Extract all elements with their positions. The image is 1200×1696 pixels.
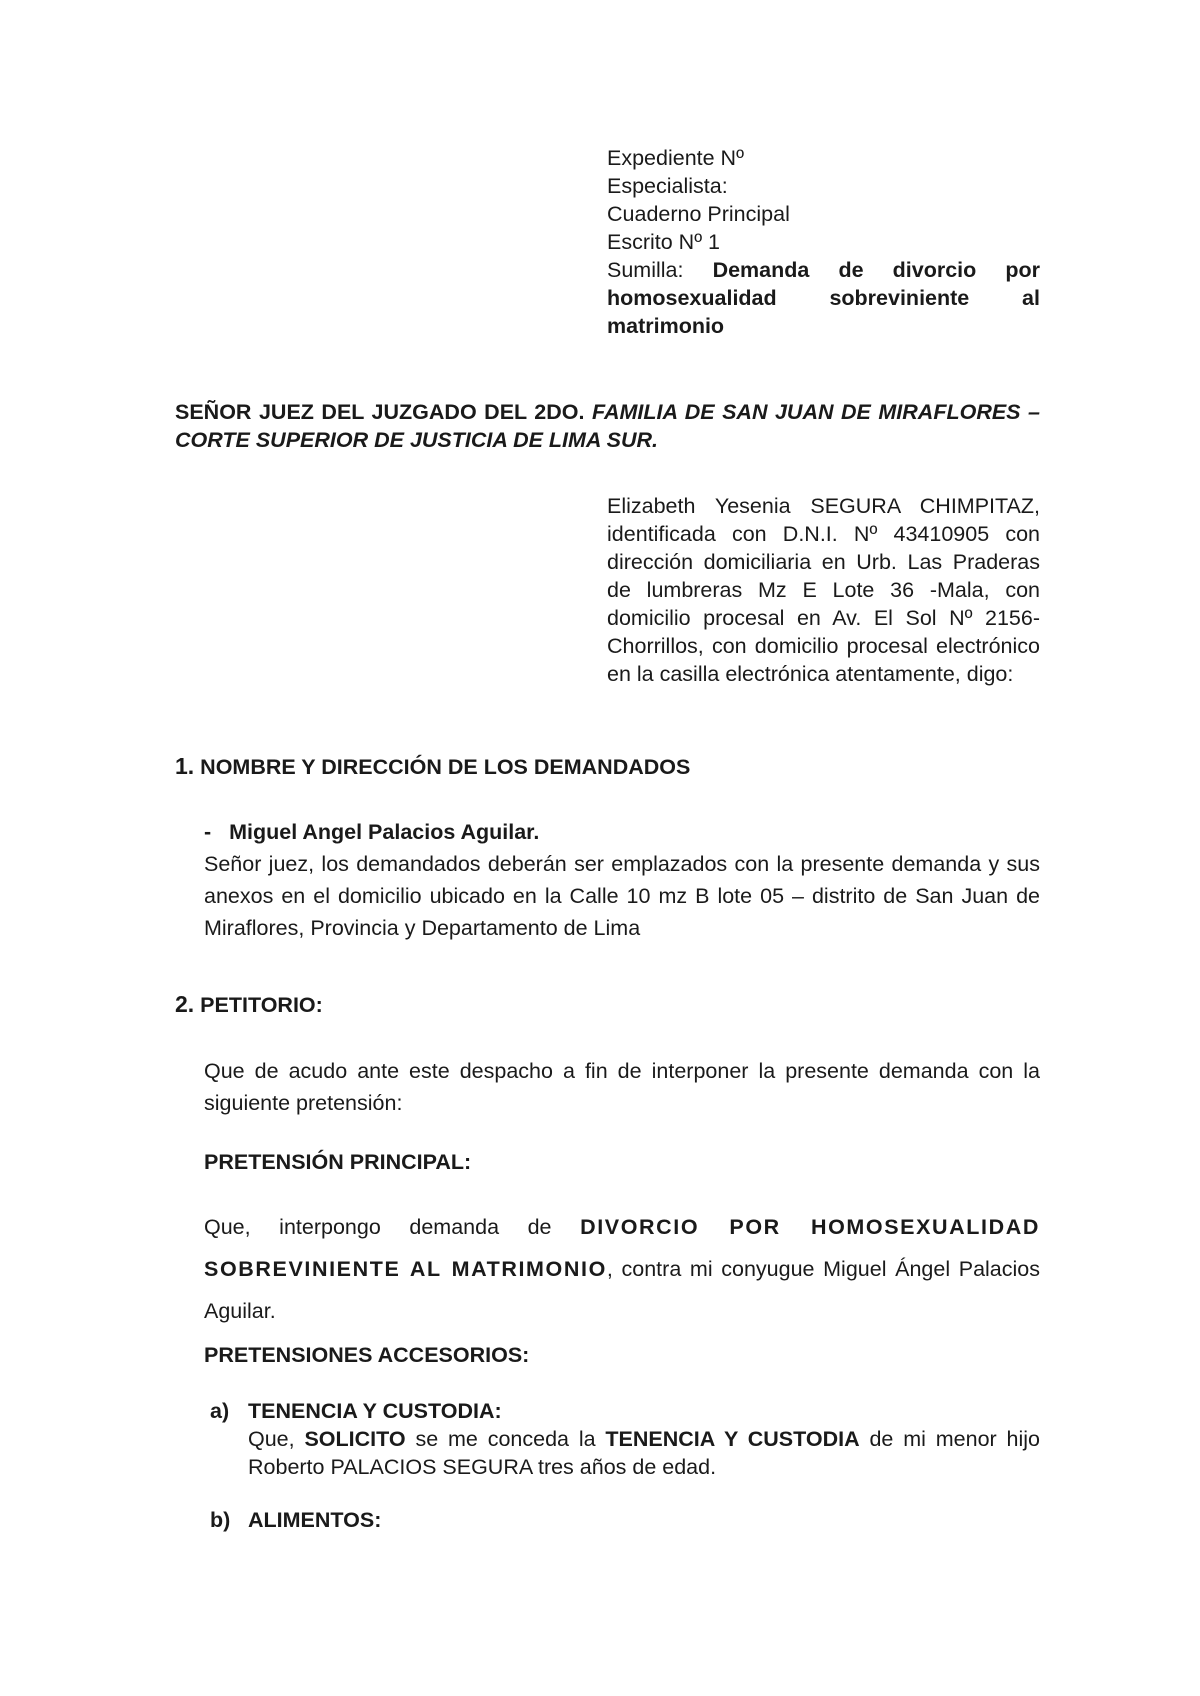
- principal-bold: DIVORCIO POR HOMOSEXUALIDAD SOBREVINIENTE AL MATRIMONIO: [204, 1215, 1040, 1281]
- item-a-t3: de mi menor hijo Roberto PALACIOS SEGURA tres años de edad.: [248, 1427, 1040, 1479]
- plaintiff-intro: Elizabeth Yesenia SEGURA CHIMPITAZ, identificada con D.N.I. Nº 43410905 con dirección domiciliaria en Urb. Las Praderas de lumbreras Mz E Lote 36 -Mala, con domicilio procesal en Av. El Sol Nº 2156- Chorrillos, con domicilio procesal electrónico en la casilla electrónica atentamente, digo:: [607, 494, 1040, 686]
- expediente-label: Expediente Nº: [607, 146, 744, 170]
- section-1-title: NOMBRE Y DIRECCIÓN DE LOS DEMANDADOS: [200, 755, 691, 779]
- item-a-t2: se me conceda la: [415, 1427, 596, 1451]
- escrito-label: Escrito Nº 1: [607, 230, 720, 254]
- judge-court: FAMILIA DE SAN JUAN DE MIRAFLORES – CORTE SUPERIOR DE JUSTICIA DE LIMA SUR.: [175, 400, 1040, 452]
- principal-claim-title: PRETENSIÓN PRINCIPAL:: [204, 1150, 472, 1174]
- principal-post: , contra mi conyugue Miguel Ángel Palacios Aguilar.: [204, 1257, 1041, 1323]
- sumilla-text: Demanda de divorcio por homosexualidad sobreviniente al matrimonio: [607, 258, 1040, 338]
- item-a-b2: TENENCIA Y CUSTODIA: [605, 1427, 860, 1451]
- accessory-claims-title: PRETENSIONES ACCESORIOS:: [204, 1343, 530, 1367]
- cuaderno-label: Cuaderno Principal: [607, 202, 790, 226]
- accessory-item-b: [210, 1506, 1040, 1534]
- defendant-name: [204, 818, 539, 846]
- sumilla: [607, 256, 1040, 340]
- item-a-b1: SOLICITO: [304, 1427, 406, 1451]
- item-a-t1: Que,: [248, 1427, 295, 1451]
- defendant-text: Miguel Angel Palacios Aguilar.: [229, 820, 540, 844]
- defendant-dash: -: [204, 820, 212, 844]
- especialista-label: Especialista:: [607, 174, 728, 198]
- item-a-label: a): [210, 1399, 230, 1423]
- item-a-title: TENENCIA Y CUSTODIA:: [248, 1399, 502, 1423]
- section-1-number: 1.: [175, 753, 195, 779]
- section-2-heading: [175, 990, 323, 1019]
- judge-addressee: [175, 398, 1040, 454]
- sumilla-label: Sumilla:: [607, 258, 684, 282]
- section-1-heading: [175, 752, 690, 781]
- petitorio-body: Que de acudo ante este despacho a fin de interponer la presente demanda con la siguiente pretensión:: [204, 1059, 1040, 1115]
- section-2-title: PETITORIO:: [200, 993, 323, 1017]
- item-b-title: ALIMENTOS:: [248, 1508, 382, 1532]
- principal-pre: Que, interpongo demanda de: [204, 1215, 552, 1239]
- defendant-address: Señor juez, los demandados deberán ser emplazados con la presente demanda y sus anexos en el domicilio ubicado en la Calle 10 mz B lote 05 – distrito de San Juan de Miraflores, Provincia y Departamento de Lima: [204, 852, 1040, 940]
- item-a-body: [248, 1425, 1040, 1481]
- item-b-label: b): [210, 1508, 231, 1532]
- principal-claim-body: [204, 1206, 1040, 1332]
- case-header: [607, 144, 1040, 340]
- section-2-number: 2.: [175, 991, 195, 1017]
- accessory-item-a: [210, 1397, 1040, 1481]
- judge-plain: SEÑOR JUEZ DEL JUZGADO DEL 2DO.: [175, 400, 585, 424]
